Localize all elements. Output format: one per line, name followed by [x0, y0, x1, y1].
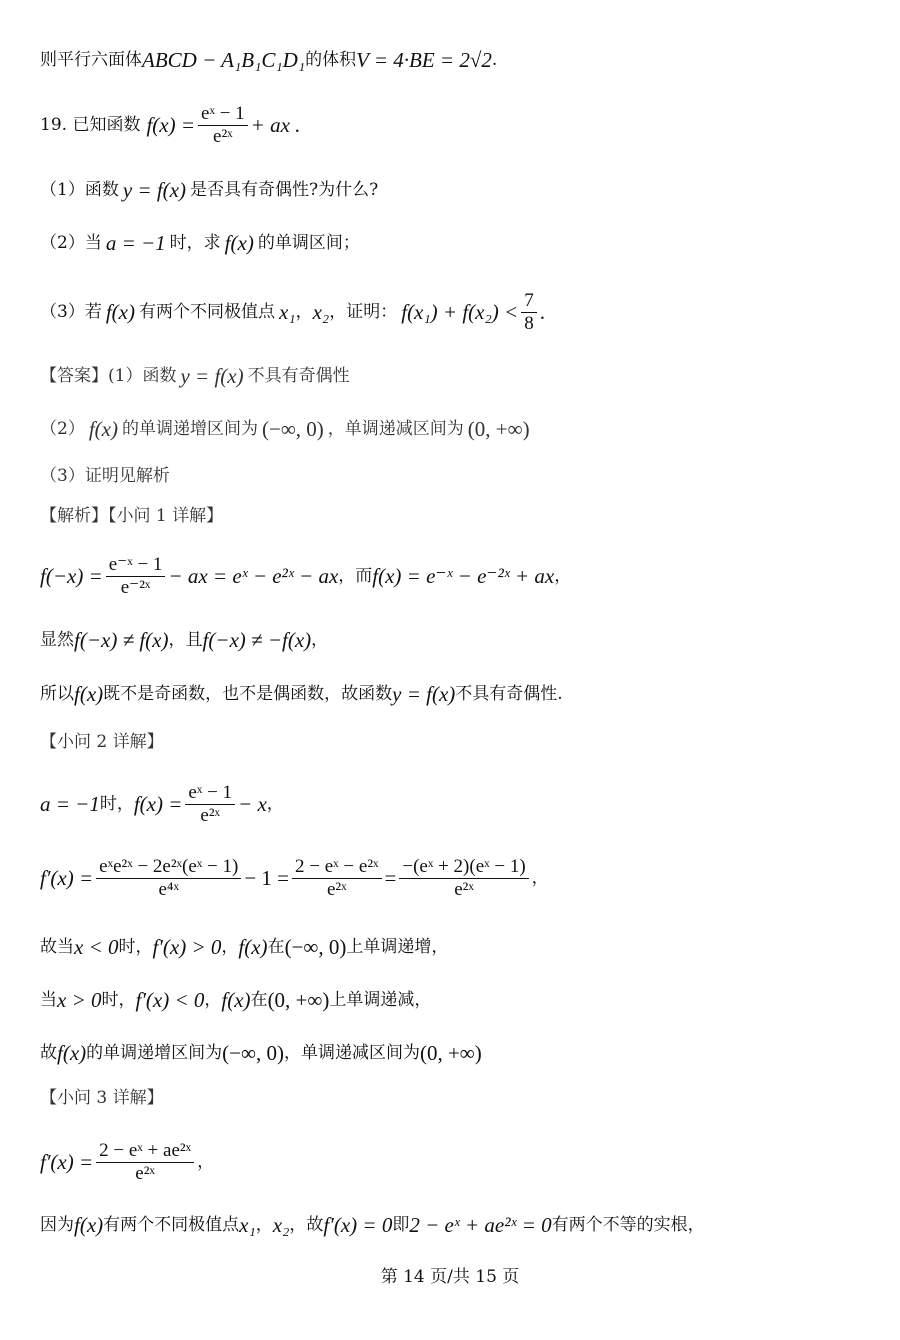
fraction: [185, 782, 235, 827]
text: （1）函数: [40, 180, 119, 200]
math: − x: [238, 791, 267, 816]
fraction: [292, 856, 381, 901]
math: f(−x) =: [40, 563, 103, 588]
text: ，单调递减区间为: [327, 419, 464, 439]
math: y = f(x): [122, 178, 186, 202]
question-part-1: [40, 180, 378, 201]
text: 因为: [40, 1215, 74, 1235]
text: 时，求: [169, 233, 221, 253]
section-heading: 【解析】【小问 1 详解】: [40, 506, 224, 526]
numerator: e⁻ˣ − 1: [108, 554, 163, 575]
denominator: 8: [524, 312, 534, 334]
numerator: 2 − eˣ − e²ˣ: [295, 856, 379, 877]
analysis-heading: [40, 508, 223, 525]
denominator: e²ˣ: [213, 125, 233, 147]
math: f(x) = e⁻ˣ − e⁻²ˣ + ax: [372, 563, 555, 588]
text: ，且: [168, 630, 203, 650]
math: f′(x) > 0: [152, 935, 222, 959]
text: 不具有奇偶性: [247, 366, 350, 386]
fraction: [96, 1140, 194, 1185]
text: 是否具有奇偶性?为什么?: [189, 180, 379, 200]
denominator: e⁻²ˣ: [120, 576, 151, 598]
math: f(x): [224, 231, 254, 255]
math: x₁: [239, 1213, 256, 1237]
text: 故: [40, 1043, 57, 1063]
text: ，而: [338, 565, 373, 586]
text: 的单调递增区间为: [121, 419, 258, 439]
solution-2-decreasing: [40, 990, 431, 1011]
text: ，: [531, 867, 549, 888]
fraction: [198, 103, 248, 148]
denominator: e²ˣ: [135, 1162, 155, 1184]
text: 有两个不同极值点: [138, 301, 275, 322]
math: x < 0: [74, 935, 119, 959]
solution-2-increasing: [40, 937, 448, 958]
solution-2-derivative: [40, 856, 549, 901]
text: 的单调递增区间为: [86, 1043, 223, 1063]
math: 2 − eˣ + ae²ˣ = 0: [409, 1213, 552, 1237]
math: f(x): [238, 935, 268, 959]
math: a = −1: [40, 791, 100, 816]
sub-3-heading: [40, 1090, 164, 1107]
text: （3）若: [40, 301, 102, 322]
denominator: e²ˣ: [326, 878, 347, 900]
text: 的体积: [305, 50, 357, 70]
math: (−∞, 0): [284, 935, 347, 959]
text: 既不是奇函数，也不是偶函数，故函数: [103, 684, 393, 704]
text: 时，: [99, 793, 134, 814]
math: − ax = eˣ − e²ˣ − ax: [168, 563, 339, 588]
text: 即: [392, 1215, 410, 1235]
numerator: eˣ − 1: [201, 103, 245, 124]
text: （2）: [40, 419, 85, 439]
sub-2-heading: [40, 734, 164, 751]
math: f′(x) = 0: [323, 1213, 393, 1237]
text: ，: [221, 937, 239, 957]
answer-line-1: [40, 366, 350, 387]
math: a = −1: [105, 231, 166, 255]
text: 的单调区间；: [257, 233, 360, 253]
text: ，证明：: [329, 301, 398, 322]
text: 则平行六面体: [40, 50, 142, 70]
math: (−∞, 0): [261, 417, 324, 441]
text: ，: [204, 990, 222, 1010]
numerator: eˣ − 1: [188, 782, 233, 803]
text: （3）证明见解析: [40, 466, 170, 486]
math: f(x): [88, 417, 118, 441]
text: 时，: [101, 990, 136, 1010]
solution-2-conclusion: [40, 1043, 482, 1064]
fraction: [96, 856, 241, 901]
math: V = 4·BE = 2√2: [356, 48, 492, 72]
section-heading: 【小问 2 详解】: [40, 732, 164, 752]
math: =: [384, 865, 397, 890]
numerator: eˣe²ˣ − 2e²ˣ(eˣ − 1): [99, 856, 239, 877]
text: 故当: [40, 937, 74, 957]
text: 有两个不等的实根，: [551, 1215, 705, 1235]
text: 在: [250, 990, 268, 1010]
math: y = f(x): [392, 682, 456, 706]
text-line-volume: [40, 50, 497, 71]
math: (0, +∞): [267, 988, 330, 1012]
question-part-3: [40, 290, 545, 335]
math: x₁: [278, 299, 296, 324]
fraction: [521, 290, 537, 335]
text: ，: [197, 1151, 215, 1172]
math: x > 0: [57, 988, 102, 1012]
math: f(x): [74, 682, 104, 706]
solution-1-line-3: [40, 684, 563, 705]
solution-1-line-2: [40, 630, 328, 651]
math: x₂: [312, 299, 330, 324]
question-part-2: [40, 233, 360, 254]
solution-3-derivative: [40, 1140, 214, 1185]
answer-line-3: [40, 468, 170, 485]
text: 所以: [40, 684, 74, 704]
numerator: 7: [524, 290, 534, 311]
math: + ax .: [250, 112, 301, 137]
math: f(x): [221, 988, 251, 1012]
fraction: [106, 554, 166, 599]
fraction: [399, 856, 528, 901]
question-19: [40, 103, 300, 148]
math: f(x₁) + f(x₂) <: [401, 299, 519, 324]
math: f(x) =: [146, 112, 196, 137]
math: f′(x) =: [40, 1149, 94, 1174]
text: 显然: [40, 630, 74, 650]
math: f′(x) =: [40, 865, 94, 890]
math: − 1 =: [244, 865, 290, 890]
text: 在: [267, 937, 285, 957]
math: f(x): [74, 1213, 104, 1237]
numerator: −(eˣ + 2)(eˣ − 1): [402, 856, 526, 877]
answer-line-2: [40, 419, 530, 440]
text: .: [539, 299, 545, 324]
text: ，: [295, 301, 313, 322]
math: (0, +∞): [467, 417, 530, 441]
math: (0, +∞): [419, 1041, 482, 1065]
math: ABCD − A₁B₁C₁D₁: [142, 48, 306, 72]
text: ，: [266, 793, 284, 814]
math: f′(x) < 0: [135, 988, 205, 1012]
math: x₂: [272, 1213, 290, 1237]
denominator: e²ˣ: [200, 804, 221, 826]
text: ，单调递减区间为: [283, 1043, 420, 1063]
text: 时，: [118, 937, 153, 957]
text: ，: [554, 565, 572, 586]
math: (−∞, 0): [222, 1041, 284, 1065]
math: f(x): [105, 299, 135, 324]
math: f(−x) ≠ f(x): [74, 628, 169, 652]
section-heading: 【小问 3 详解】: [40, 1088, 164, 1108]
math: f(x) =: [133, 791, 183, 816]
text: 当: [40, 990, 57, 1010]
text: .: [491, 50, 498, 70]
text: 不具有奇偶性.: [455, 684, 563, 704]
text: ，: [311, 630, 329, 650]
math: f(x): [57, 1041, 87, 1065]
math: y = f(x): [180, 364, 244, 388]
text: ，: [255, 1215, 273, 1235]
text: ，故: [289, 1215, 324, 1235]
denominator: e²ˣ: [454, 878, 474, 900]
text: 上单调递增，: [346, 937, 449, 957]
question-number: 19. 已知函数: [40, 114, 141, 135]
solution-1-line-1: [40, 554, 571, 599]
solution-2-line-1: [40, 782, 284, 827]
text: 有两个不同极值点: [103, 1215, 240, 1235]
solution-3-line-2: [40, 1215, 705, 1236]
answer-label: 【答案】(1）函数: [40, 366, 177, 386]
denominator: e⁴ˣ: [158, 878, 180, 900]
text: （2）当: [40, 233, 102, 253]
page-footer: 第 14 页/共 15 页: [380, 1267, 520, 1287]
text: 上单调递减，: [329, 990, 432, 1010]
numerator: 2 − eˣ + ae²ˣ: [99, 1140, 192, 1161]
math: f(−x) ≠ −f(x): [202, 628, 312, 652]
